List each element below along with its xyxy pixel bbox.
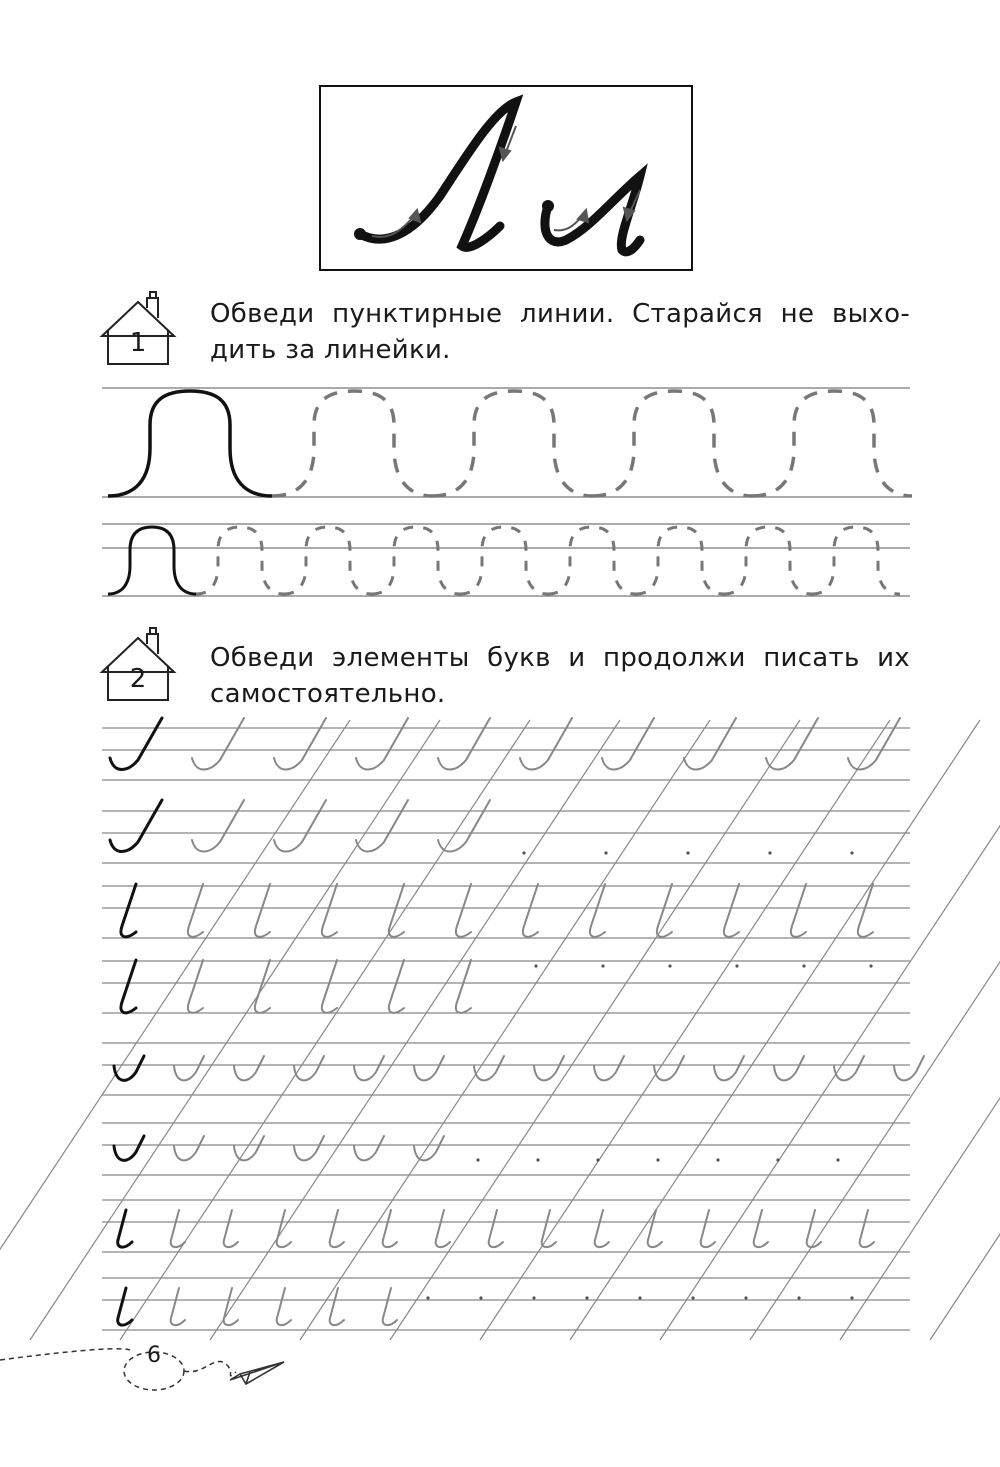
- dot-guide: [522, 851, 525, 854]
- small-hook-element: [174, 1056, 204, 1080]
- dot-guide: [850, 851, 853, 854]
- slant-guide: [30, 720, 440, 1340]
- slant-guide: [480, 720, 890, 1340]
- slant-guide: [210, 720, 620, 1340]
- loop-element: [121, 960, 136, 1013]
- dashed-arch: [752, 391, 912, 496]
- hook-element: [192, 718, 244, 770]
- loop-element: [188, 960, 203, 1013]
- loop-element: [322, 960, 337, 1013]
- dot-guide: [744, 1296, 747, 1299]
- small-loop-element: [224, 1288, 238, 1325]
- small-hook-element: [174, 1136, 204, 1160]
- page-number: 6: [147, 1343, 161, 1368]
- small-loop-element: [860, 1210, 874, 1247]
- small-loop-element: [489, 1210, 503, 1247]
- loop-element: [121, 884, 136, 937]
- hook-element: [192, 800, 244, 852]
- dot-guide: [585, 1296, 588, 1299]
- small-hook-element: [714, 1056, 744, 1080]
- small-hook-element: [234, 1056, 264, 1080]
- loop-element: [389, 960, 404, 1013]
- slant-guide: [0, 720, 350, 1340]
- loop-element: [456, 884, 471, 937]
- dot-guide: [476, 1158, 479, 1161]
- dashed-small-arch: [284, 527, 372, 594]
- loop-element: [657, 884, 672, 937]
- dot-guide: [534, 964, 537, 967]
- hook-element: [274, 718, 326, 770]
- small-loop-element: [383, 1288, 397, 1325]
- loop-element: [322, 884, 337, 937]
- small-hook-element: [414, 1136, 444, 1160]
- loop-element: [590, 884, 605, 937]
- loop-element: [188, 884, 203, 937]
- dot-guide: [532, 1296, 535, 1299]
- dot-guide: [802, 964, 805, 967]
- hook-element: [438, 718, 490, 770]
- small-loop-element: [701, 1210, 715, 1247]
- slant-guide: [840, 720, 1000, 1340]
- dashed-small-arch: [372, 527, 460, 594]
- hook-element: [438, 800, 490, 852]
- small-hook-element: [894, 1056, 924, 1080]
- sample-small-arch: [108, 527, 196, 594]
- hook-element: [520, 718, 572, 770]
- task-instruction: Обведи пунктирные линии. Старайся не выхо- дить за линейки.: [210, 299, 910, 365]
- dot-guide: [479, 1296, 482, 1299]
- dot-guide: [426, 1296, 429, 1299]
- slant-guide: [120, 720, 530, 1340]
- small-hook-element: [114, 1136, 144, 1160]
- small-loop-element: [595, 1210, 609, 1247]
- slant-guide: [390, 720, 800, 1340]
- small-loop-element: [807, 1210, 821, 1247]
- task-number: 2: [129, 664, 147, 694]
- small-loop-element: [224, 1210, 238, 1247]
- slant-guide: [750, 720, 1000, 1340]
- dashed-small-arch: [812, 527, 900, 594]
- hook-element: [110, 718, 162, 770]
- stroke-direction-arrow-icon: [372, 126, 640, 237]
- small-hook-element: [534, 1056, 564, 1080]
- hook-element: [356, 718, 408, 770]
- dashed-arch: [592, 391, 752, 496]
- small-loop-element: [118, 1288, 132, 1325]
- small-loop-element: [330, 1288, 344, 1325]
- dot-guide: [850, 1296, 853, 1299]
- small-loop-element: [436, 1210, 450, 1247]
- capital-l-glyph: [360, 102, 516, 247]
- dashed-small-arch: [724, 527, 812, 594]
- small-hook-element: [414, 1056, 444, 1080]
- dot-guide: [735, 964, 738, 967]
- loop-element: [791, 884, 806, 937]
- small-hook-element: [594, 1056, 624, 1080]
- loop-element: [255, 960, 270, 1013]
- slant-guide: [570, 720, 980, 1340]
- small-loop-element: [171, 1288, 185, 1325]
- loop-element: [858, 884, 873, 937]
- slant-guide: [660, 720, 1000, 1340]
- small-loop-element: [542, 1210, 556, 1247]
- task-instruction: Обведи элементы букв и продолжи писать их самостоятельно.: [210, 643, 910, 709]
- dashed-small-arch: [548, 527, 636, 594]
- dot-guide: [656, 1158, 659, 1161]
- hook-element: [274, 800, 326, 852]
- loop-element: [724, 884, 739, 937]
- slant-guide: [300, 720, 710, 1340]
- small-loop-element: [330, 1210, 344, 1247]
- sample-arch: [108, 391, 272, 496]
- hook-element: [356, 800, 408, 852]
- small-hook-element: [354, 1056, 384, 1080]
- small-loop-element: [648, 1210, 662, 1247]
- small-hook-element: [654, 1056, 684, 1080]
- small-loop-element: [383, 1210, 397, 1247]
- loop-element: [456, 960, 471, 1013]
- dot-guide: [797, 1296, 800, 1299]
- dashed-arch: [272, 391, 432, 496]
- dot-guide: [691, 1296, 694, 1299]
- dashed-small-arch: [636, 527, 724, 594]
- dot-guide: [776, 1158, 779, 1161]
- small-loop-element: [277, 1210, 291, 1247]
- dot-guide: [768, 851, 771, 854]
- dot-guide: [604, 851, 607, 854]
- dot-guide: [668, 964, 671, 967]
- small-hook-element: [354, 1136, 384, 1160]
- hook-element: [684, 718, 736, 770]
- lowercase-l-glyph: [545, 176, 640, 252]
- small-hook-element: [114, 1056, 144, 1080]
- hook-element: [848, 718, 900, 770]
- small-hook-element: [834, 1056, 864, 1080]
- dot-guide: [596, 1158, 599, 1161]
- dot-guide: [686, 851, 689, 854]
- dot-guide: [638, 1296, 641, 1299]
- dashed-small-arch: [196, 527, 284, 594]
- small-loop-element: [118, 1210, 132, 1247]
- hook-element: [766, 718, 818, 770]
- loop-element: [389, 884, 404, 937]
- loop-element: [523, 884, 538, 937]
- hook-element: [110, 800, 162, 852]
- task-number: 1: [129, 328, 147, 358]
- small-hook-element: [474, 1056, 504, 1080]
- small-hook-element: [774, 1056, 804, 1080]
- dashed-small-arch: [460, 527, 548, 594]
- small-loop-element: [277, 1288, 291, 1325]
- dashed-arch: [432, 391, 592, 496]
- small-hook-element: [294, 1056, 324, 1080]
- small-loop-element: [171, 1210, 185, 1247]
- hook-element: [602, 718, 654, 770]
- small-hook-element: [234, 1136, 264, 1160]
- paper-plane-icon: [230, 1362, 284, 1384]
- slant-guide: [930, 720, 1000, 1340]
- small-loop-element: [754, 1210, 768, 1247]
- small-hook-element: [294, 1136, 324, 1160]
- dot-guide: [869, 964, 872, 967]
- dot-guide: [536, 1158, 539, 1161]
- dot-guide: [716, 1158, 719, 1161]
- dot-guide: [601, 964, 604, 967]
- dot-guide: [836, 1158, 839, 1161]
- loop-element: [255, 884, 270, 937]
